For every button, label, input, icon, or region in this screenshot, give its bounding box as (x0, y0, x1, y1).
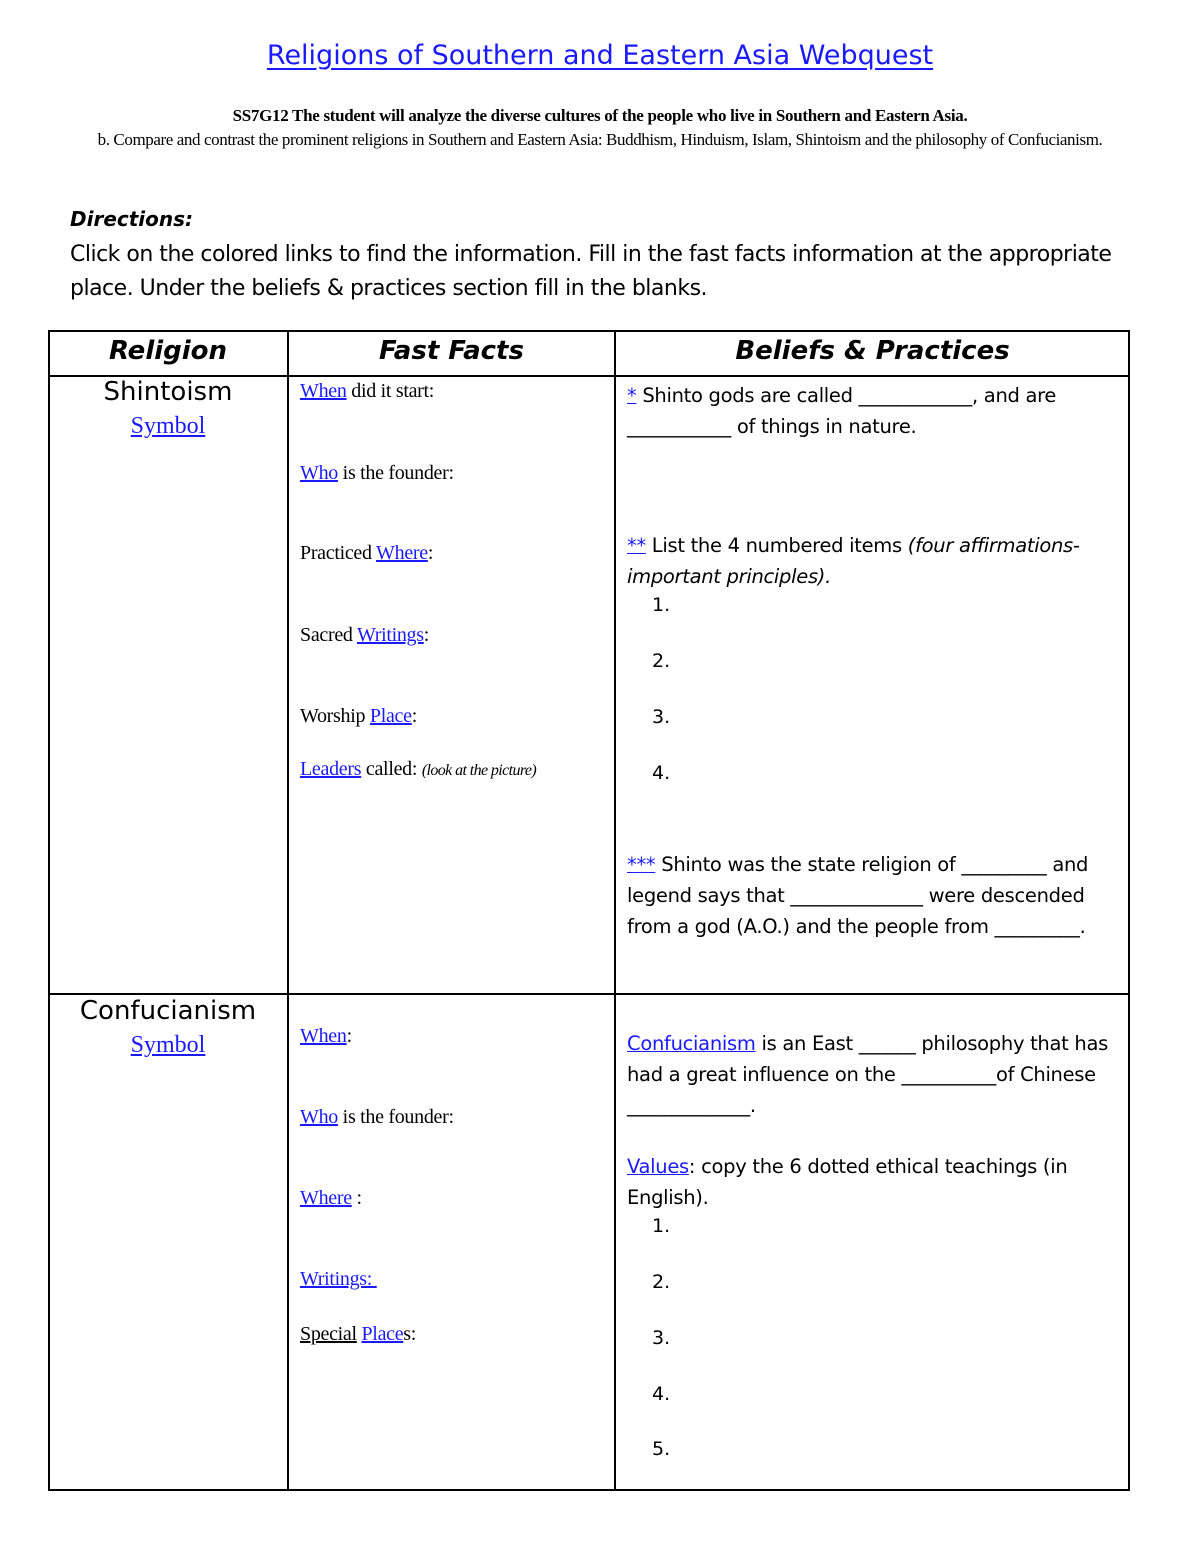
question-2-link[interactable]: ** (627, 534, 646, 557)
list-item: 4. (652, 762, 671, 784)
ff-special-places: Special Places: (300, 1323, 417, 1345)
religion-name-shintoism: Shintoism (103, 377, 233, 407)
values-link[interactable]: Values (627, 1155, 689, 1178)
ff-where: Where : (300, 1187, 362, 1209)
row-divider (48, 993, 1130, 995)
ff-writings (300, 1268, 377, 1291)
column-divider (614, 330, 616, 1491)
list-item: 3. (652, 1327, 671, 1349)
header-fast-facts: Fast Facts (379, 336, 524, 366)
confucianism-link[interactable]: Confucianism (627, 1032, 756, 1055)
shintoism-symbol-link[interactable]: Symbol (130, 413, 206, 439)
place-link[interactable]: Place (369, 705, 412, 727)
header-beliefs-practices: Beliefs & Practices (735, 336, 1010, 366)
affirmations-question: ** List the 4 numbered items (four affirmations- important principles). (627, 534, 1080, 588)
column-divider (287, 330, 289, 1491)
state-religion-question: *** Shinto was the state religion of _________ and legend says that ______________ were descended from a god (A.O.) and the people from _________. (627, 853, 1089, 938)
writings-link[interactable]: Writings (356, 624, 424, 646)
where-link[interactable]: Where (300, 1187, 352, 1209)
list-item: 2. (652, 1271, 671, 1293)
ff-when: When: (300, 1025, 352, 1047)
values-question: Values: copy the 6 dotted ethical teachings (in English). (627, 1155, 1068, 1209)
religion-name-confucianism: Confucianism (79, 996, 257, 1026)
standard-statement: SS7G12 The student will analyze the diverse cultures of the people who live in Southern and Eastern Asia. (232, 106, 968, 125)
list-item: 1. (652, 1215, 671, 1237)
ff-practiced-where: Practiced Where: (300, 542, 434, 564)
ff-sacred-writings: Sacred Writings: (300, 624, 430, 646)
places-link[interactable]: Place (361, 1323, 404, 1345)
question-3-link[interactable]: *** (627, 853, 656, 876)
ff-leaders: Leaders called: (look at the picture) (300, 758, 537, 780)
ff-who: Who is the founder: (300, 462, 454, 484)
directions-text: Click on the colored links to find the information. Fill in the fast facts information at the appropriate place. Under the beliefs & practices section fill in the blanks. (70, 242, 1112, 301)
ff-when: When did it start: (300, 380, 435, 402)
standard-element-b: b. Compare and contrast the prominent religions in Southern and Eastern Asia: Buddhism, Hinduism, Islam, Shintoism and the philosophy of Confucianism. (97, 130, 1103, 149)
page-title: Religions of Southern and Eastern Asia Webquest (266, 40, 934, 71)
confucianism-symbol-link[interactable]: Symbol (130, 1032, 206, 1058)
writings-link[interactable]: Writings: (300, 1268, 377, 1290)
who-link[interactable]: Who (300, 1106, 338, 1128)
ff-worship-place: Worship Place: (300, 705, 417, 727)
list-item: 5. (652, 1438, 671, 1460)
shinto-gods-question: * Shinto gods are called ____________, and are ___________ of things in nature. (627, 384, 1057, 438)
who-link[interactable]: Who (300, 462, 338, 484)
list-item: 2. (652, 650, 671, 672)
where-link[interactable]: Where (376, 542, 428, 564)
directions-heading: Directions: (70, 207, 194, 231)
question-1-link[interactable]: * (627, 384, 637, 407)
when-link[interactable]: When (300, 1025, 347, 1047)
ff-who: Who is the founder: (300, 1106, 454, 1128)
leaders-link[interactable]: Leaders (300, 758, 362, 780)
list-item: 3. (652, 706, 671, 728)
when-link[interactable]: When (300, 380, 347, 402)
confucianism-intro-question: Confucianism is an East ______ philosophy that has had a great influence on the __________of Chinese _____________. (627, 1032, 1108, 1117)
list-item: 4. (652, 1383, 671, 1405)
list-item: 1. (652, 594, 671, 616)
header-religion: Religion (108, 336, 228, 366)
